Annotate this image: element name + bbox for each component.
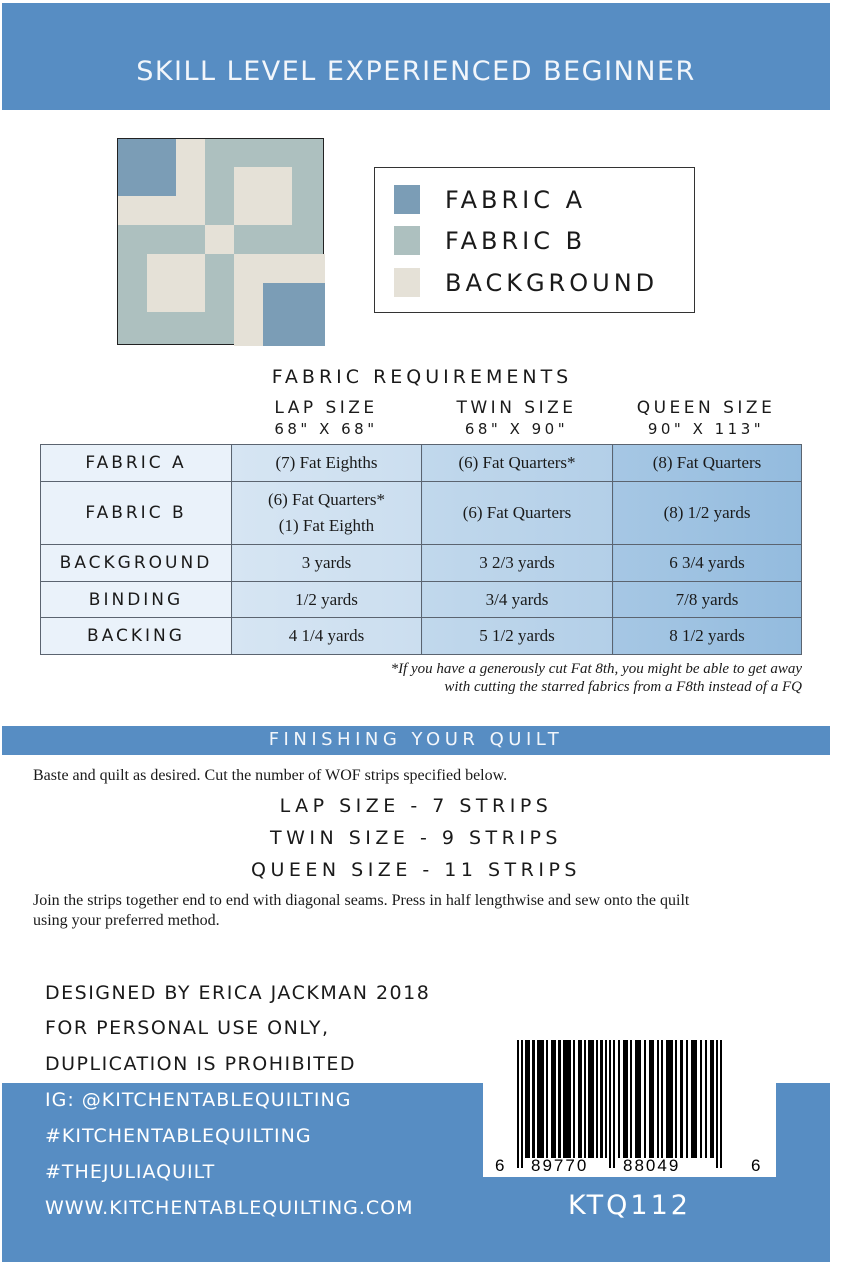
table-cell: (6) Fat Quarters	[422, 482, 613, 545]
cell-line: (6) Fat Quarters*	[267, 490, 386, 509]
fabric-b-swatch	[394, 226, 420, 255]
skill-level-text: SKILL LEVEL EXPERIENCED BEGINNER	[136, 56, 696, 87]
background-piece	[234, 254, 263, 346]
fabric-requirements-title: FABRIC REQUIREMENTS	[271, 366, 573, 388]
barcode-icon	[495, 1040, 777, 1175]
table-cell	[232, 482, 422, 545]
website-url: WWW.KITCHENTABLEQUILTING.COM	[45, 1197, 414, 1219]
row-label: BACKGROUND	[41, 545, 232, 582]
column-dims: 68" X 90"	[464, 420, 569, 438]
table-row	[41, 618, 802, 655]
table-cell: 1/2 yards	[232, 582, 422, 618]
table-cell: 4 1/4 yards	[232, 618, 422, 655]
column-name: TWIN SIZE	[456, 398, 577, 418]
legend-item-fabric-b	[394, 226, 586, 255]
legend-label: FABRIC A	[445, 185, 587, 214]
fabric-a-swatch	[394, 185, 420, 214]
legend-label: BACKGROUND	[445, 268, 659, 297]
table-cell: (6) Fat Quarters*	[422, 445, 613, 482]
finishing-title: FINISHING YOUR QUILT	[268, 729, 564, 750]
barcode-right-group: 88049	[623, 1156, 681, 1175]
paragraph-line: Join the strips together end to end with diagonal seams. Press in half lengthwise and sew onto the quilt	[33, 892, 690, 909]
strips-lap: LAP SIZE - 7 STRIPS	[279, 795, 553, 817]
column-name: LAP SIZE	[274, 398, 378, 418]
barcode-check-digit: 6	[751, 1156, 761, 1175]
column-header-lap	[231, 398, 421, 440]
fabric-a-piece	[263, 283, 325, 346]
cell-line: (1) Fat Eighth	[278, 516, 375, 535]
strips-queen: QUEEN SIZE - 11 STRIPS	[251, 859, 581, 881]
column-dims: 68" X 68"	[274, 420, 378, 438]
table-cell: 8 1/2 yards	[613, 618, 802, 655]
product-code: KTQ112	[568, 1190, 691, 1221]
table-row	[41, 445, 802, 482]
column-header-queen	[612, 398, 800, 440]
column-header-twin	[421, 398, 612, 440]
footnote-line: with cutting the starred fabrics from a F8th instead of a FQ	[444, 679, 802, 695]
row-label: BINDING	[41, 582, 232, 618]
table-cell: 7/8 yards	[613, 582, 802, 618]
barcode-left-group: 89770	[531, 1156, 589, 1175]
row-label: FABRIC B	[41, 482, 232, 545]
strips-twin: TWIN SIZE - 9 STRIPS	[270, 827, 562, 849]
fabric-legend	[374, 167, 695, 313]
personal-use-notice: FOR PERSONAL USE ONLY,	[45, 1017, 330, 1039]
table-cell: 3 yards	[232, 545, 422, 582]
column-dims: 90" X 113"	[647, 420, 765, 438]
table-cell: (7) Fat Eighths	[232, 445, 422, 482]
row-label: BACKING	[41, 618, 232, 655]
hashtag-kitchentablequilting: #KITCHENTABLEQUILTING	[45, 1125, 312, 1147]
fabric-requirements-table	[40, 444, 802, 655]
table-cell: (8) 1/2 yards	[613, 482, 802, 545]
instagram-handle: IG: @KITCHENTABLEQUILTING	[45, 1089, 352, 1111]
quilt-block-diagram	[117, 138, 324, 345]
background-piece	[147, 254, 205, 312]
hashtag-thejuliaquilt: #THEJULIAQUILT	[45, 1161, 216, 1183]
background-piece	[118, 196, 205, 225]
table-cell: 5 1/2 yards	[422, 618, 613, 655]
table-cell: 3 2/3 yards	[422, 545, 613, 582]
legend-item-background	[394, 268, 658, 297]
footnote-line: *If you have a generously cut Fat 8th, you might be able to get away	[390, 661, 802, 677]
fabric-a-piece	[118, 139, 176, 196]
table-row	[41, 582, 802, 618]
table-row	[41, 482, 802, 545]
legend-item-fabric-a	[394, 185, 586, 214]
designer-credit: DESIGNED BY ERICA JACKMAN 2018	[45, 982, 431, 1004]
duplication-notice: DUPLICATION IS PROHIBITED	[45, 1053, 356, 1075]
center-background-piece	[205, 225, 234, 254]
table-row	[41, 545, 802, 582]
finishing-outro	[33, 891, 689, 931]
footnote	[202, 660, 802, 696]
row-label: FABRIC A	[41, 445, 232, 482]
table-cell: 3/4 yards	[422, 582, 613, 618]
column-name: QUEEN SIZE	[636, 398, 776, 418]
legend-label: FABRIC B	[445, 226, 587, 255]
table-cell: (8) Fat Quarters	[613, 445, 802, 482]
paragraph-line: using your preferred method.	[33, 912, 220, 929]
finishing-intro: Baste and quilt as desired. Cut the number of WOF strips specified below.	[33, 767, 508, 784]
background-swatch	[394, 268, 420, 297]
barcode-lead-digit: 6	[495, 1156, 505, 1175]
background-piece	[234, 167, 292, 225]
table-cell: 6 3/4 yards	[613, 545, 802, 582]
